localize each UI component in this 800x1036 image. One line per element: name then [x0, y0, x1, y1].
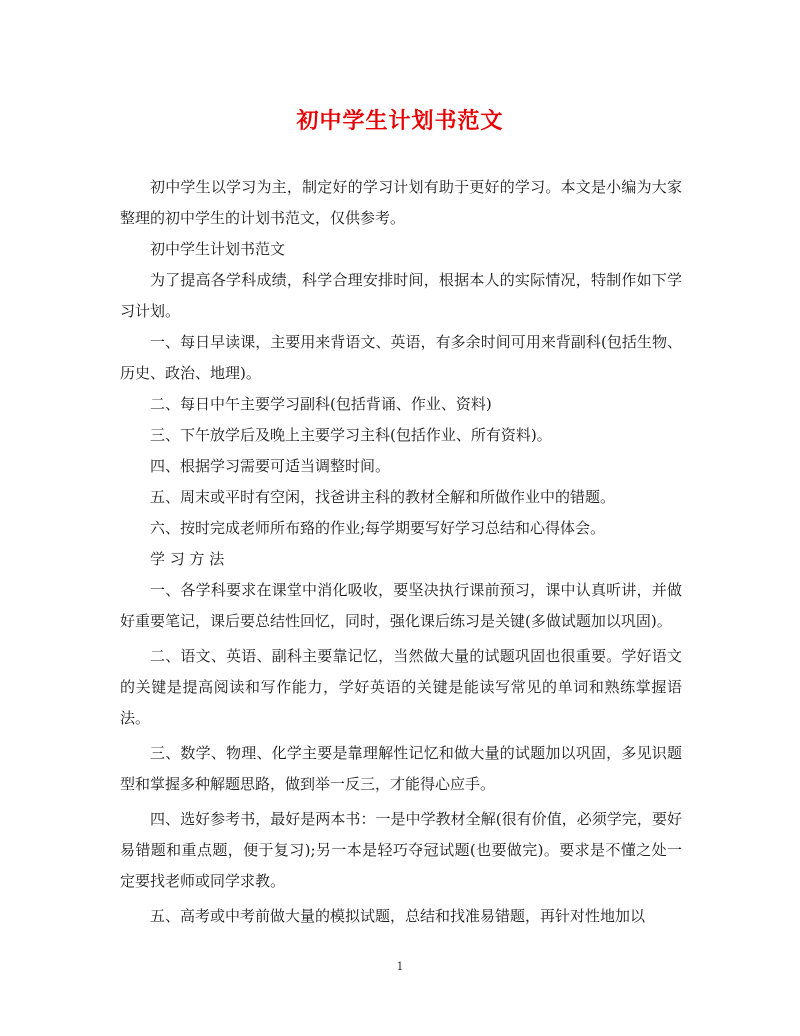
paragraph-plan-1: 一、每日早读课，主要用来背语文、英语，有多余时间可用来背副科(包括生物、历史、政治、地理)。	[120, 333, 682, 382]
paragraph-plan-2: 二、每日中午主要学习副科(包括背诵、作业、资料)	[150, 395, 492, 413]
page-number: 1	[396, 960, 404, 973]
paragraph-method-2: 二、语文、英语、副科主要靠记忆，当然做大量的试题巩固也很重要。学好语文的关键是提高阅读和写作能力，学好英语的关键是能读写常见的单词和熟练掌握语法。	[120, 647, 682, 727]
paragraph-plan-4: 四、根据学习需要可适当调整时间。	[150, 457, 391, 475]
paragraph-intro: 初中学生以学习为主，制定好的学习计划有助于更好的学习。本文是小编为大家整理的初中学生的计划书范文，仅供参考。	[120, 178, 682, 227]
paragraph-method-4: 四、选好参考书，最好是两本书：一是中学教材全解(很有价值，必须学完，要好易错题和重点题，便于复习);另一本是轻巧夺冠试题(也要做完)。要求是不懂之处一定要找老师或同学求教。	[120, 810, 682, 890]
section-heading-methods: 学 习 方 法	[150, 550, 225, 568]
paragraph-plan-6: 六、按时完成老师所布臵的作业;每学期要写好学习总结和心得体会。	[150, 519, 606, 537]
paragraph-method-3: 三、数学、物理、化学主要是靠理解性记忆和做大量的试题加以巩固，多见识题型和掌握多种解题思路，做到举一反三，才能得心应手。	[120, 744, 682, 793]
paragraph-purpose: 为了提高各学科成绩，科学合理安排时间，根据本人的实际情况，特制作如下学习计划。	[120, 271, 682, 320]
paragraph-method-1: 一、各学科要求在课堂中消化吸收，要坚决执行课前预习，课中认真听讲，并做好重要笔记，课后要总结性回忆，同时，强化课后练习是关键(多做试题加以巩固)。	[120, 581, 682, 630]
paragraph-plan-5: 五、周末或平时有空闲，找爸讲主科的教材全解和所做作业中的错题。	[150, 488, 616, 506]
paragraph-subtitle: 初中学生计划书范文	[150, 240, 286, 258]
document-title: 初中学生计划书范文	[296, 108, 504, 134]
paragraph-plan-3: 三、下午放学后及晚上主要学习主科(包括作业、所有资料)。	[150, 426, 552, 444]
paragraph-method-5: 五、高考或中考前做大量的模拟试题，总结和找准易错题，再针对性地加以	[150, 907, 646, 925]
document-body	[120, 172, 682, 932]
